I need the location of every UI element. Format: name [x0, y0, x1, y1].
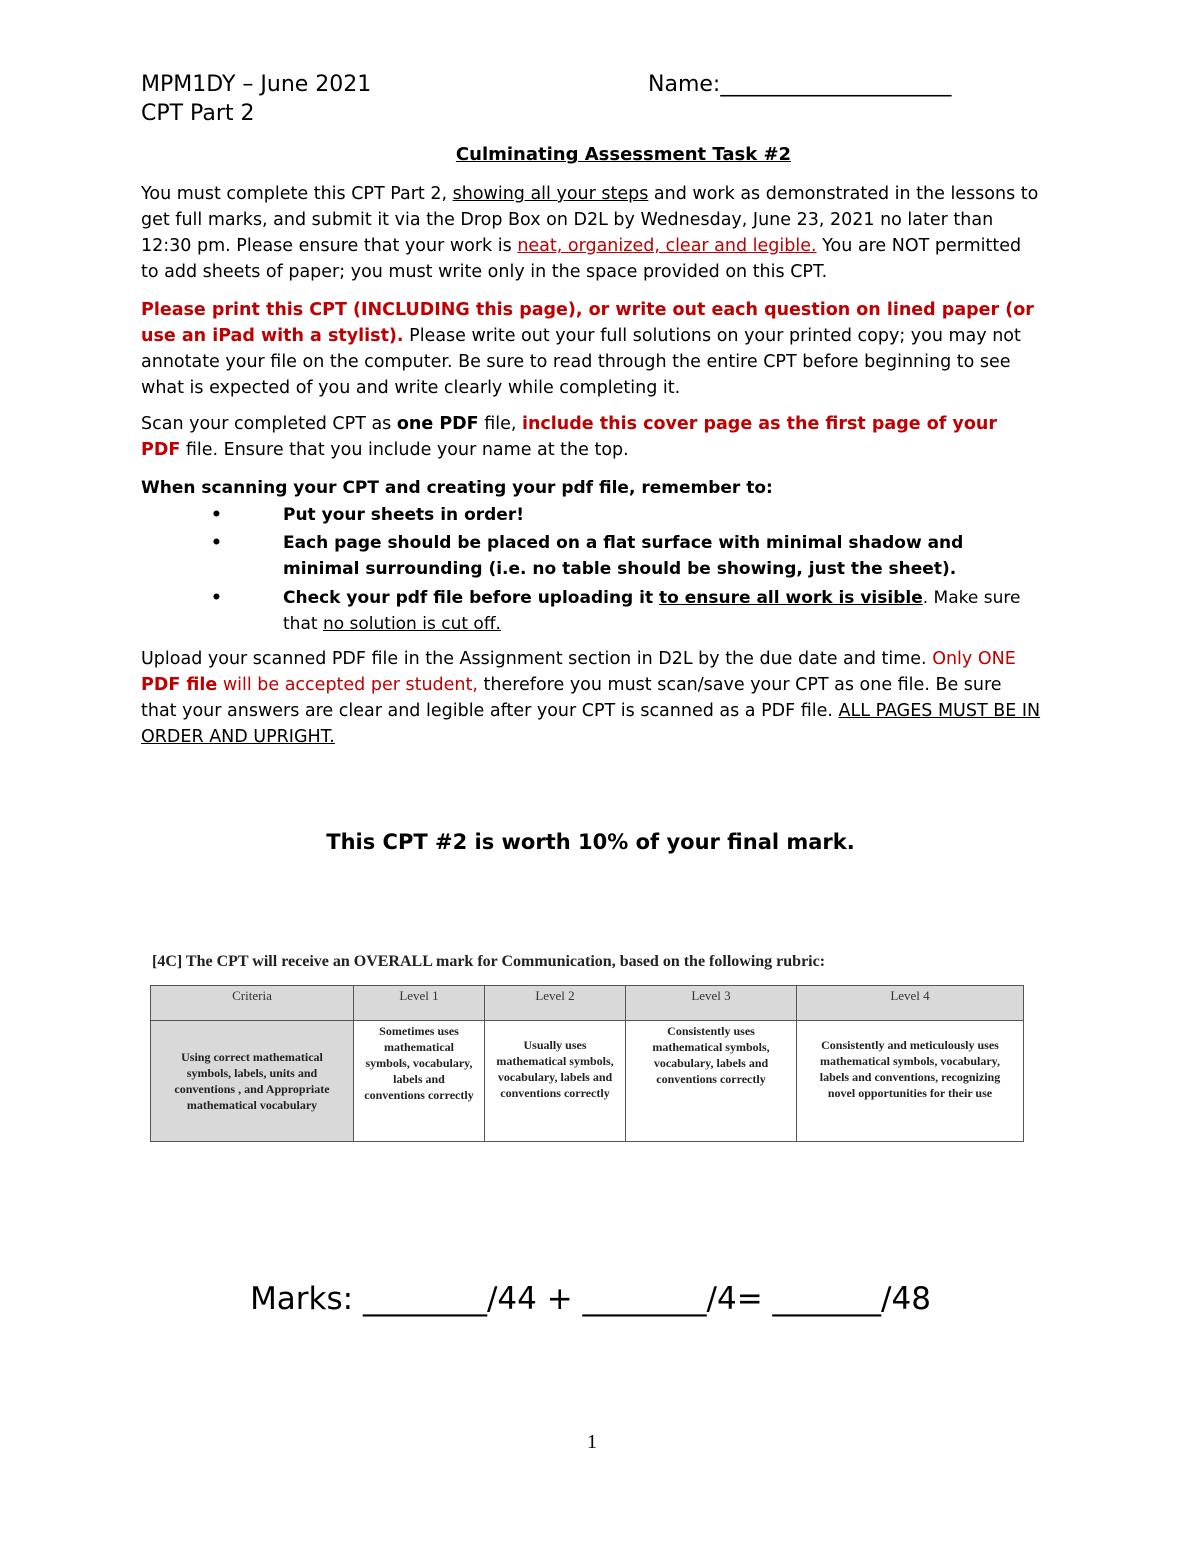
- column-header: Criteria: [151, 986, 354, 1021]
- column-header: Level 4: [797, 986, 1024, 1021]
- table-cell: Usually uses mathematical symbols, vocabulary, labels and conventions correctly: [485, 1021, 626, 1142]
- column-header: Level 3: [626, 986, 797, 1021]
- rubric-table: [150, 985, 1024, 1142]
- cpt-part: CPT Part 2: [141, 101, 255, 126]
- checklist-heading: When scanning your CPT and creating your pdf file, remember to:: [141, 478, 773, 498]
- scan-paragraph: Scan your completed CPT as one PDF file, include this cover page as the first page of your PDF file. Ensure that you include your name at the top.: [141, 414, 997, 460]
- table-header-row: [151, 986, 1024, 1021]
- column-header: Level 1: [354, 986, 485, 1021]
- list-item: • Check your pdf file before uploading it to ensure all work is visible. Make sure that no solution is cut off.: [211, 588, 1021, 634]
- page-title: Culminating Assessment Task #2: [455, 144, 792, 165]
- intro-paragraph: You must complete this CPT Part 2, showing all your steps and work as demonstrated in the lessons to get full marks, and submit it via the Drop Box on D2L by Wednesday, June 23, 2021 no later than 12:30 pm. Please ensure that your work is neat, organized, clear and legible. You are NOT permitted to add sheets of paper; you must write only in the space provided on this CPT.: [141, 184, 1039, 282]
- page-number: 1: [587, 1431, 597, 1453]
- list-item: • Put your sheets in order!: [211, 505, 524, 525]
- table-row: [151, 1021, 1024, 1142]
- upload-paragraph: Upload your scanned PDF file in the Assignment section in D2L by the due date and time. Only ONE PDF file will be accepted per student, therefore you must scan/save your CPT as one file. Be sure that your answers are clear and legible after your CPT is scanned as a PDF file. ALL PAGES MUST BE IN ORDER AND UPRIGHT.: [141, 649, 1041, 747]
- table-cell: Consistently and meticulously uses mathematical symbols, vocabulary, labels and conventions, recognizing novel opportunities for their use: [797, 1021, 1024, 1142]
- checklist: [141, 502, 1041, 637]
- course-code: MPM1DY – June 2021: [141, 72, 372, 97]
- print-paragraph: Please print this CPT (INCLUDING this page), or write out each question on lined paper (or use an iPad with a stylist). Please write out your full solutions on your printed copy; you may not annotate your file on the computer. Be sure to read through the entire CPT before beginning to see what is expected of you and write clearly while completing it.: [141, 300, 1034, 398]
- name-label: Name:: [648, 72, 721, 97]
- list-item: • Each page should be placed on a flat surface with minimal shadow and minimal surrounding (i.e. no table should be showing, just the sheet).: [211, 533, 964, 579]
- table-cell: Using correct mathematical symbols, labels, units and conventions , and Appropriate mathematical vocabulary: [151, 1021, 354, 1142]
- column-header: Level 2: [485, 986, 626, 1021]
- name-blank: _____________________: [720, 72, 952, 97]
- marks-line: Marks: ________/44 + ________/4= _______/48: [250, 1281, 931, 1317]
- table-cell: Sometimes uses mathematical symbols, vocabulary, labels and conventions correctly: [354, 1021, 485, 1142]
- name-field: [648, 72, 951, 97]
- rubric-caption: [4C] The CPT will receive an OVERALL mark for Communication, based on the following rubric:: [152, 953, 826, 970]
- table-cell: Consistently uses mathematical symbols, vocabulary, labels and conventions correctly: [626, 1021, 797, 1142]
- worth-statement: This CPT #2 is worth 10% of your final mark.: [326, 830, 855, 854]
